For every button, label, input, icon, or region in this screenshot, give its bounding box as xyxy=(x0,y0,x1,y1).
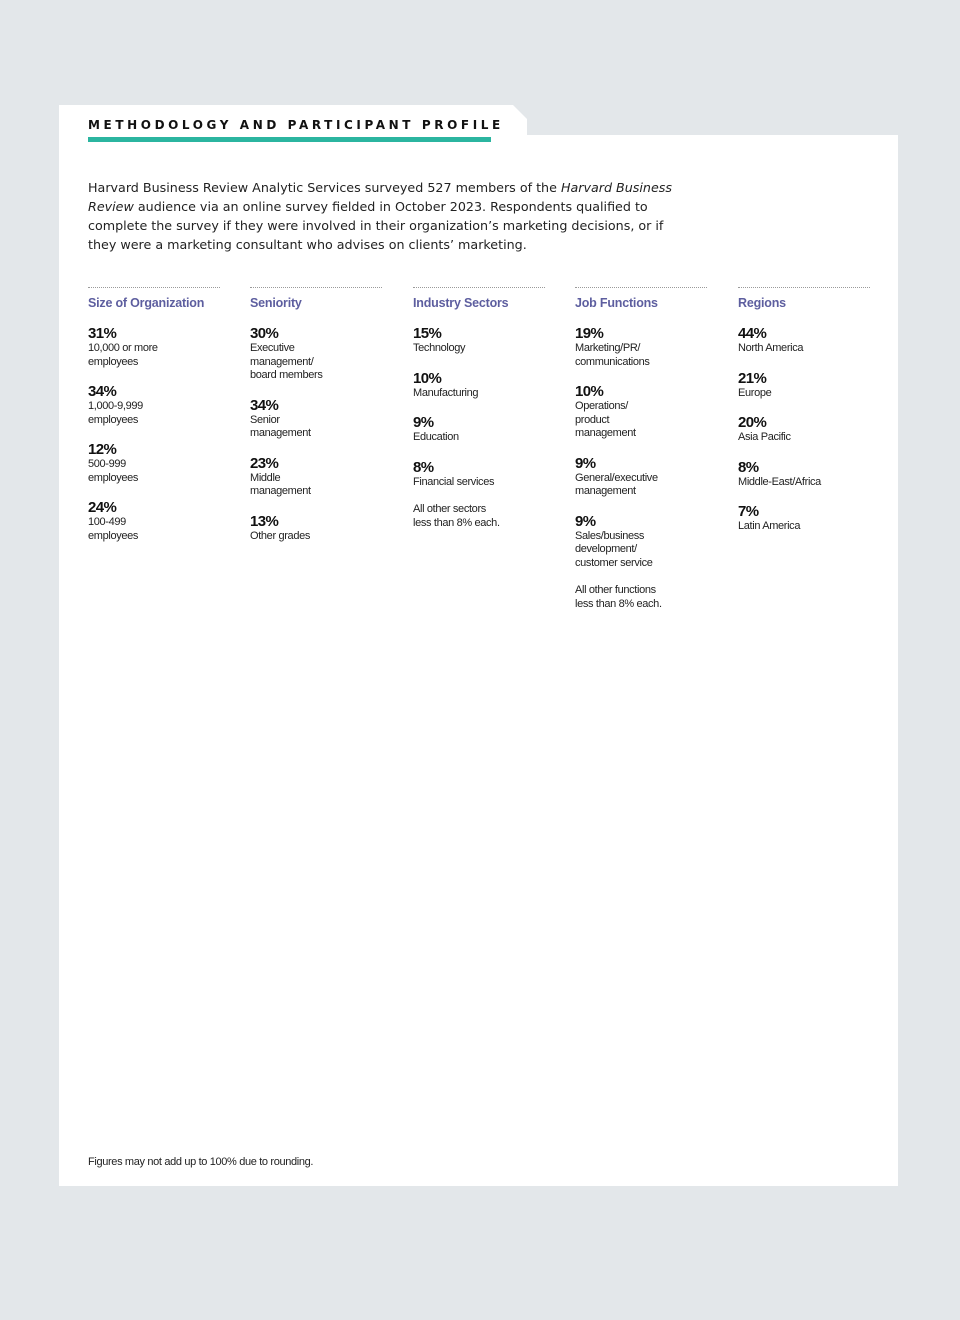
column-divider xyxy=(575,287,707,288)
stat-list xyxy=(575,325,707,611)
stat-item xyxy=(575,455,707,499)
stat-percent: 9% xyxy=(413,414,434,431)
stat-percent: 44% xyxy=(738,325,767,342)
stat-label: Marketing/PR/ communications xyxy=(575,342,650,368)
stat-percent: 24% xyxy=(88,499,117,516)
stat-label: Operations/ product management xyxy=(575,400,636,439)
column-title: Size of Organization xyxy=(88,296,205,310)
stat-list xyxy=(250,325,382,543)
stat-percent: 15% xyxy=(413,325,442,342)
stat-list xyxy=(738,325,870,534)
stat-label: Asia Pacific xyxy=(738,431,791,443)
profile-column-industry-sectors xyxy=(413,287,545,530)
column-title: Job Functions xyxy=(575,296,658,310)
stat-item xyxy=(575,383,707,441)
stat-percent: 21% xyxy=(738,369,767,387)
intro-paragraph xyxy=(88,178,688,254)
stat-list xyxy=(413,325,545,530)
stat-percent: 34% xyxy=(88,383,117,400)
column-title: Seniority xyxy=(250,296,302,310)
column-title: Regions xyxy=(738,296,786,310)
stat-label: Executive management/ board members xyxy=(250,342,323,381)
stat-percent: 23% xyxy=(250,454,279,472)
stat-item xyxy=(250,397,382,441)
stat-label: Middle-East/Africa xyxy=(738,475,821,488)
stat-label: Education xyxy=(413,431,459,443)
stat-percent: 13% xyxy=(250,512,279,530)
stat-label: 10,000 or more employees xyxy=(88,342,158,368)
stat-item xyxy=(88,325,220,369)
column-divider xyxy=(250,287,382,288)
stat-item xyxy=(250,325,382,383)
stat-label: Senior management xyxy=(250,413,311,439)
stat-item xyxy=(88,499,220,543)
stat-item xyxy=(738,414,870,445)
stat-label: Middle management xyxy=(250,471,311,497)
stat-percent: 12% xyxy=(88,441,117,458)
stat-percent: 31% xyxy=(88,325,117,342)
profile-column-seniority xyxy=(250,287,382,557)
stat-item xyxy=(413,370,545,401)
column-divider xyxy=(738,287,870,288)
section-title: METHODOLOGY AND PARTICIPANT PROFILE xyxy=(88,118,504,132)
column-note: All other sectors less than 8% each. xyxy=(413,503,500,529)
stat-item xyxy=(88,383,220,427)
stat-percent: 34% xyxy=(250,396,279,414)
stat-item xyxy=(413,414,545,445)
profile-column-regions xyxy=(738,287,870,548)
stat-label: 1,000-9,999 employees xyxy=(88,400,143,426)
stat-label: Sales/business development/ customer service xyxy=(575,529,653,569)
stat-percent: 8% xyxy=(738,458,759,476)
stat-label: 500-999 employees xyxy=(88,458,139,484)
stat-percent: 8% xyxy=(413,458,434,476)
footnote: Figures may not add up to 100% due to rounding. xyxy=(88,1156,314,1168)
intro-text-part1: Harvard Business Review Analytic Services surveyed 527 members of the xyxy=(88,180,561,195)
column-title: Industry Sectors xyxy=(413,296,509,310)
stat-percent: 19% xyxy=(575,325,604,342)
stat-label: 100-499 employees xyxy=(88,516,139,542)
stat-percent: 7% xyxy=(738,503,759,520)
stat-item xyxy=(413,459,545,490)
stat-item xyxy=(738,325,870,356)
stat-item xyxy=(575,513,707,571)
stat-item xyxy=(575,325,707,369)
stat-item xyxy=(250,455,382,499)
stat-list xyxy=(88,325,220,543)
column-divider xyxy=(413,287,545,288)
intro-text-part2: audience via an online survey fielded in October 2023. Respondents qualified to complete the survey if they were involved in their organization’s marketing decisions, or if they were a marketing consultant who advises on clients’ marketing. xyxy=(88,199,664,252)
stat-item xyxy=(250,513,382,544)
stat-label: Financial services xyxy=(413,475,495,488)
stat-item xyxy=(738,503,870,534)
stat-percent: 9% xyxy=(575,454,596,472)
section-title-underline xyxy=(88,137,491,142)
stat-label: General/executive management xyxy=(575,471,658,497)
stat-item xyxy=(738,459,870,490)
stat-item xyxy=(88,441,220,485)
stat-item xyxy=(738,370,870,401)
stat-label: Other grades xyxy=(250,529,311,542)
stat-item xyxy=(413,325,545,356)
stat-label: Technology xyxy=(413,342,466,354)
intro-publication-name: Harvard Business Review xyxy=(88,180,673,214)
stat-percent: 9% xyxy=(575,512,596,530)
stat-label: North America xyxy=(738,342,804,354)
profile-column-job-functions xyxy=(575,287,707,611)
stat-percent: 30% xyxy=(250,325,279,342)
column-divider xyxy=(88,287,220,288)
stat-label: Manufacturing xyxy=(413,386,479,399)
profile-column-size-of-organization xyxy=(88,287,220,557)
stat-percent: 10% xyxy=(575,383,604,400)
column-note: All other functions less than 8% each. xyxy=(575,584,662,610)
stat-percent: 20% xyxy=(738,414,767,431)
stat-label: Latin America xyxy=(738,520,801,532)
stat-label: Europe xyxy=(738,386,772,399)
stat-percent: 10% xyxy=(413,369,442,387)
